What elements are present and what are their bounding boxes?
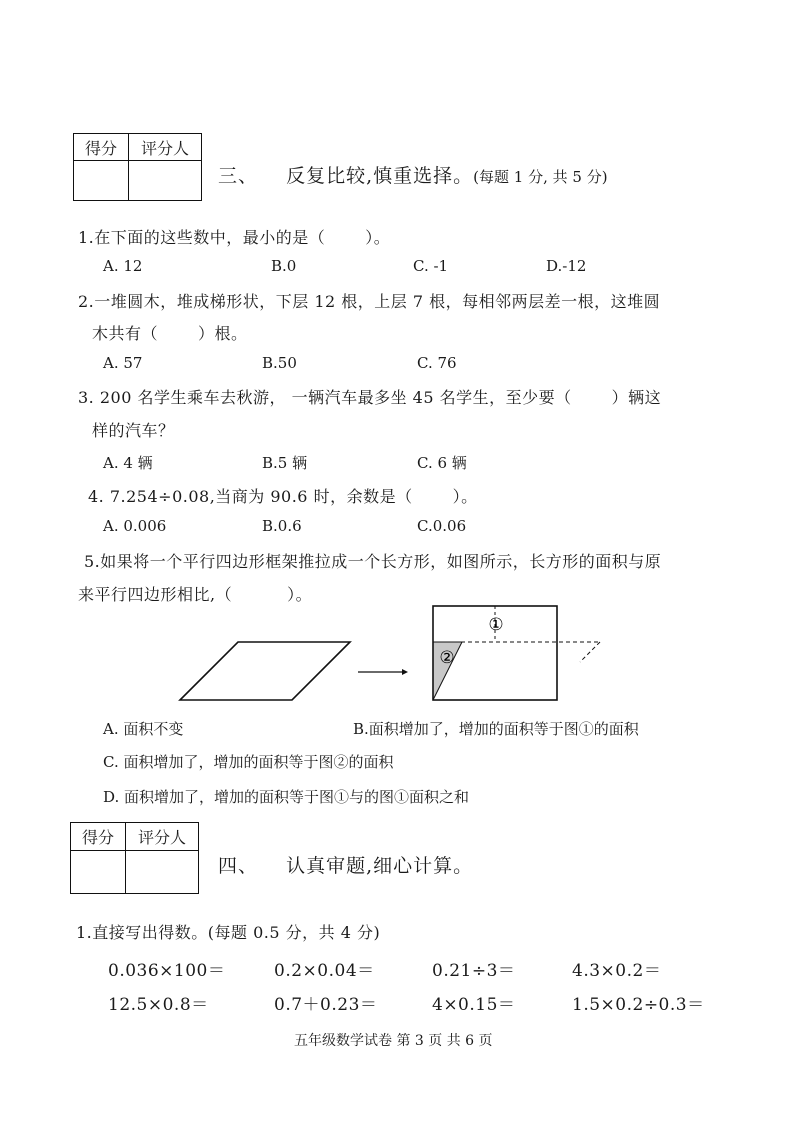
section4-number: 四、 — [218, 855, 259, 877]
parallelogram-rectangle-figure — [170, 600, 610, 710]
q3-option-c: C. 6 辆 — [417, 454, 467, 472]
section4-title: 认真审题,细心计算。 — [286, 855, 474, 877]
q4-option-a: A. 0.006 — [103, 517, 167, 535]
score-cell[interactable] — [74, 161, 129, 201]
section4-subquestion: 1.直接写出得数。(每题 0.5 分，共 4 分) — [76, 923, 381, 942]
q1-option-c: C. -1 — [413, 257, 449, 275]
score-label: 得分 — [71, 823, 126, 851]
section3-note: (每题 1 分, 共 5 分) — [473, 168, 608, 186]
grader-cell[interactable] — [126, 851, 199, 894]
question-1 — [78, 225, 390, 248]
question-1-text: 1.在下面的这些数中，最小的是（ — [78, 228, 326, 247]
question-3-text: 3. 200 名学生乘车去秋游， 一辆汽车最多坐 45 名学生，至少要（ — [78, 388, 572, 407]
question-3-line1 — [78, 385, 661, 408]
grader-cell[interactable] — [129, 161, 202, 201]
score-box-section4 — [70, 822, 199, 894]
calc-item: 0.21÷3＝ — [432, 961, 516, 981]
calc-item: 0.036×100＝ — [108, 961, 226, 981]
q4-option-b: B.0.6 — [262, 517, 302, 535]
q4-option-c: C.0.06 — [417, 517, 467, 535]
parallelogram-shape — [180, 642, 350, 700]
question-3-line2: 样的汽车？ — [92, 421, 175, 440]
score-cell[interactable] — [71, 851, 126, 894]
calc-item: 12.5×0.8＝ — [108, 995, 209, 1015]
question-2-line1: 2.一堆圆木，堆成梯形状，下层 12 根，上层 7 根，每相邻两层差一根，这堆圆 — [78, 292, 661, 311]
region-2-label: ② — [439, 648, 455, 668]
q1-option-a: A. 12 — [103, 257, 143, 275]
question-5-text: 来平行四边形相比,（ — [78, 585, 233, 604]
q5-option-a: A. 面积不变 — [103, 720, 184, 738]
section3-heading — [218, 161, 608, 188]
calc-item: 1.5×0.2÷0.3＝ — [572, 995, 705, 1015]
q2-option-b: B.50 — [262, 354, 297, 372]
q3-option-a: A. 4 辆 — [103, 454, 153, 472]
calc-item: 4×0.15＝ — [432, 995, 516, 1015]
q5-option-c: C. 面积增加了，增加的面积等于图②的面积 — [103, 753, 394, 771]
question-2-line2 — [92, 321, 248, 344]
question-2-end: ）根。 — [198, 324, 248, 343]
question-5-line1: 5.如果将一个平行四边形框架推拉成一个长方形，如图所示，长方形的面积与原 — [84, 552, 662, 571]
q2-option-a: A. 57 — [103, 354, 143, 372]
question-4 — [88, 484, 478, 507]
q1-option-d: D.-12 — [546, 257, 587, 275]
calc-item: 4.3×0.2＝ — [572, 961, 662, 981]
page-footer: 五年级数学试卷 第 3 页 共 6 页 — [294, 1033, 493, 1049]
section3-title: 反复比较,慎重选择。 — [286, 165, 474, 187]
score-box-section3 — [73, 133, 202, 201]
q5-option-d: D. 面积增加了，增加的面积等于图①与的图①面积之和 — [103, 788, 470, 806]
region-1-label: ① — [488, 615, 504, 635]
calc-item: 0.7＋0.23＝ — [274, 995, 378, 1015]
calc-item: 0.2×0.04＝ — [274, 961, 375, 981]
dashed-slant-edge — [580, 642, 600, 662]
arrow-head — [402, 669, 408, 675]
score-label: 得分 — [74, 134, 129, 161]
question-4-end: ）。 — [452, 487, 478, 506]
q3-option-b: B.5 辆 — [262, 454, 308, 472]
section3-number: 三、 — [218, 165, 259, 187]
question-3-cont: ）辆这 — [611, 388, 662, 407]
question-5-end: ）。 — [287, 585, 313, 604]
q5-option-b: B.面积增加了，增加的面积等于图①的面积 — [353, 720, 639, 738]
question-1-end: ）。 — [365, 228, 391, 247]
section4-heading — [218, 851, 473, 878]
grader-label: 评分人 — [126, 823, 199, 851]
question-4-text: 4. 7.254÷0.08,当商为 90.6 时，余数是（ — [88, 487, 413, 506]
q2-option-c: C. 76 — [417, 354, 457, 372]
grader-label: 评分人 — [129, 134, 202, 161]
question-2-text: 木共有（ — [92, 324, 159, 343]
q1-option-b: B.0 — [271, 257, 297, 275]
